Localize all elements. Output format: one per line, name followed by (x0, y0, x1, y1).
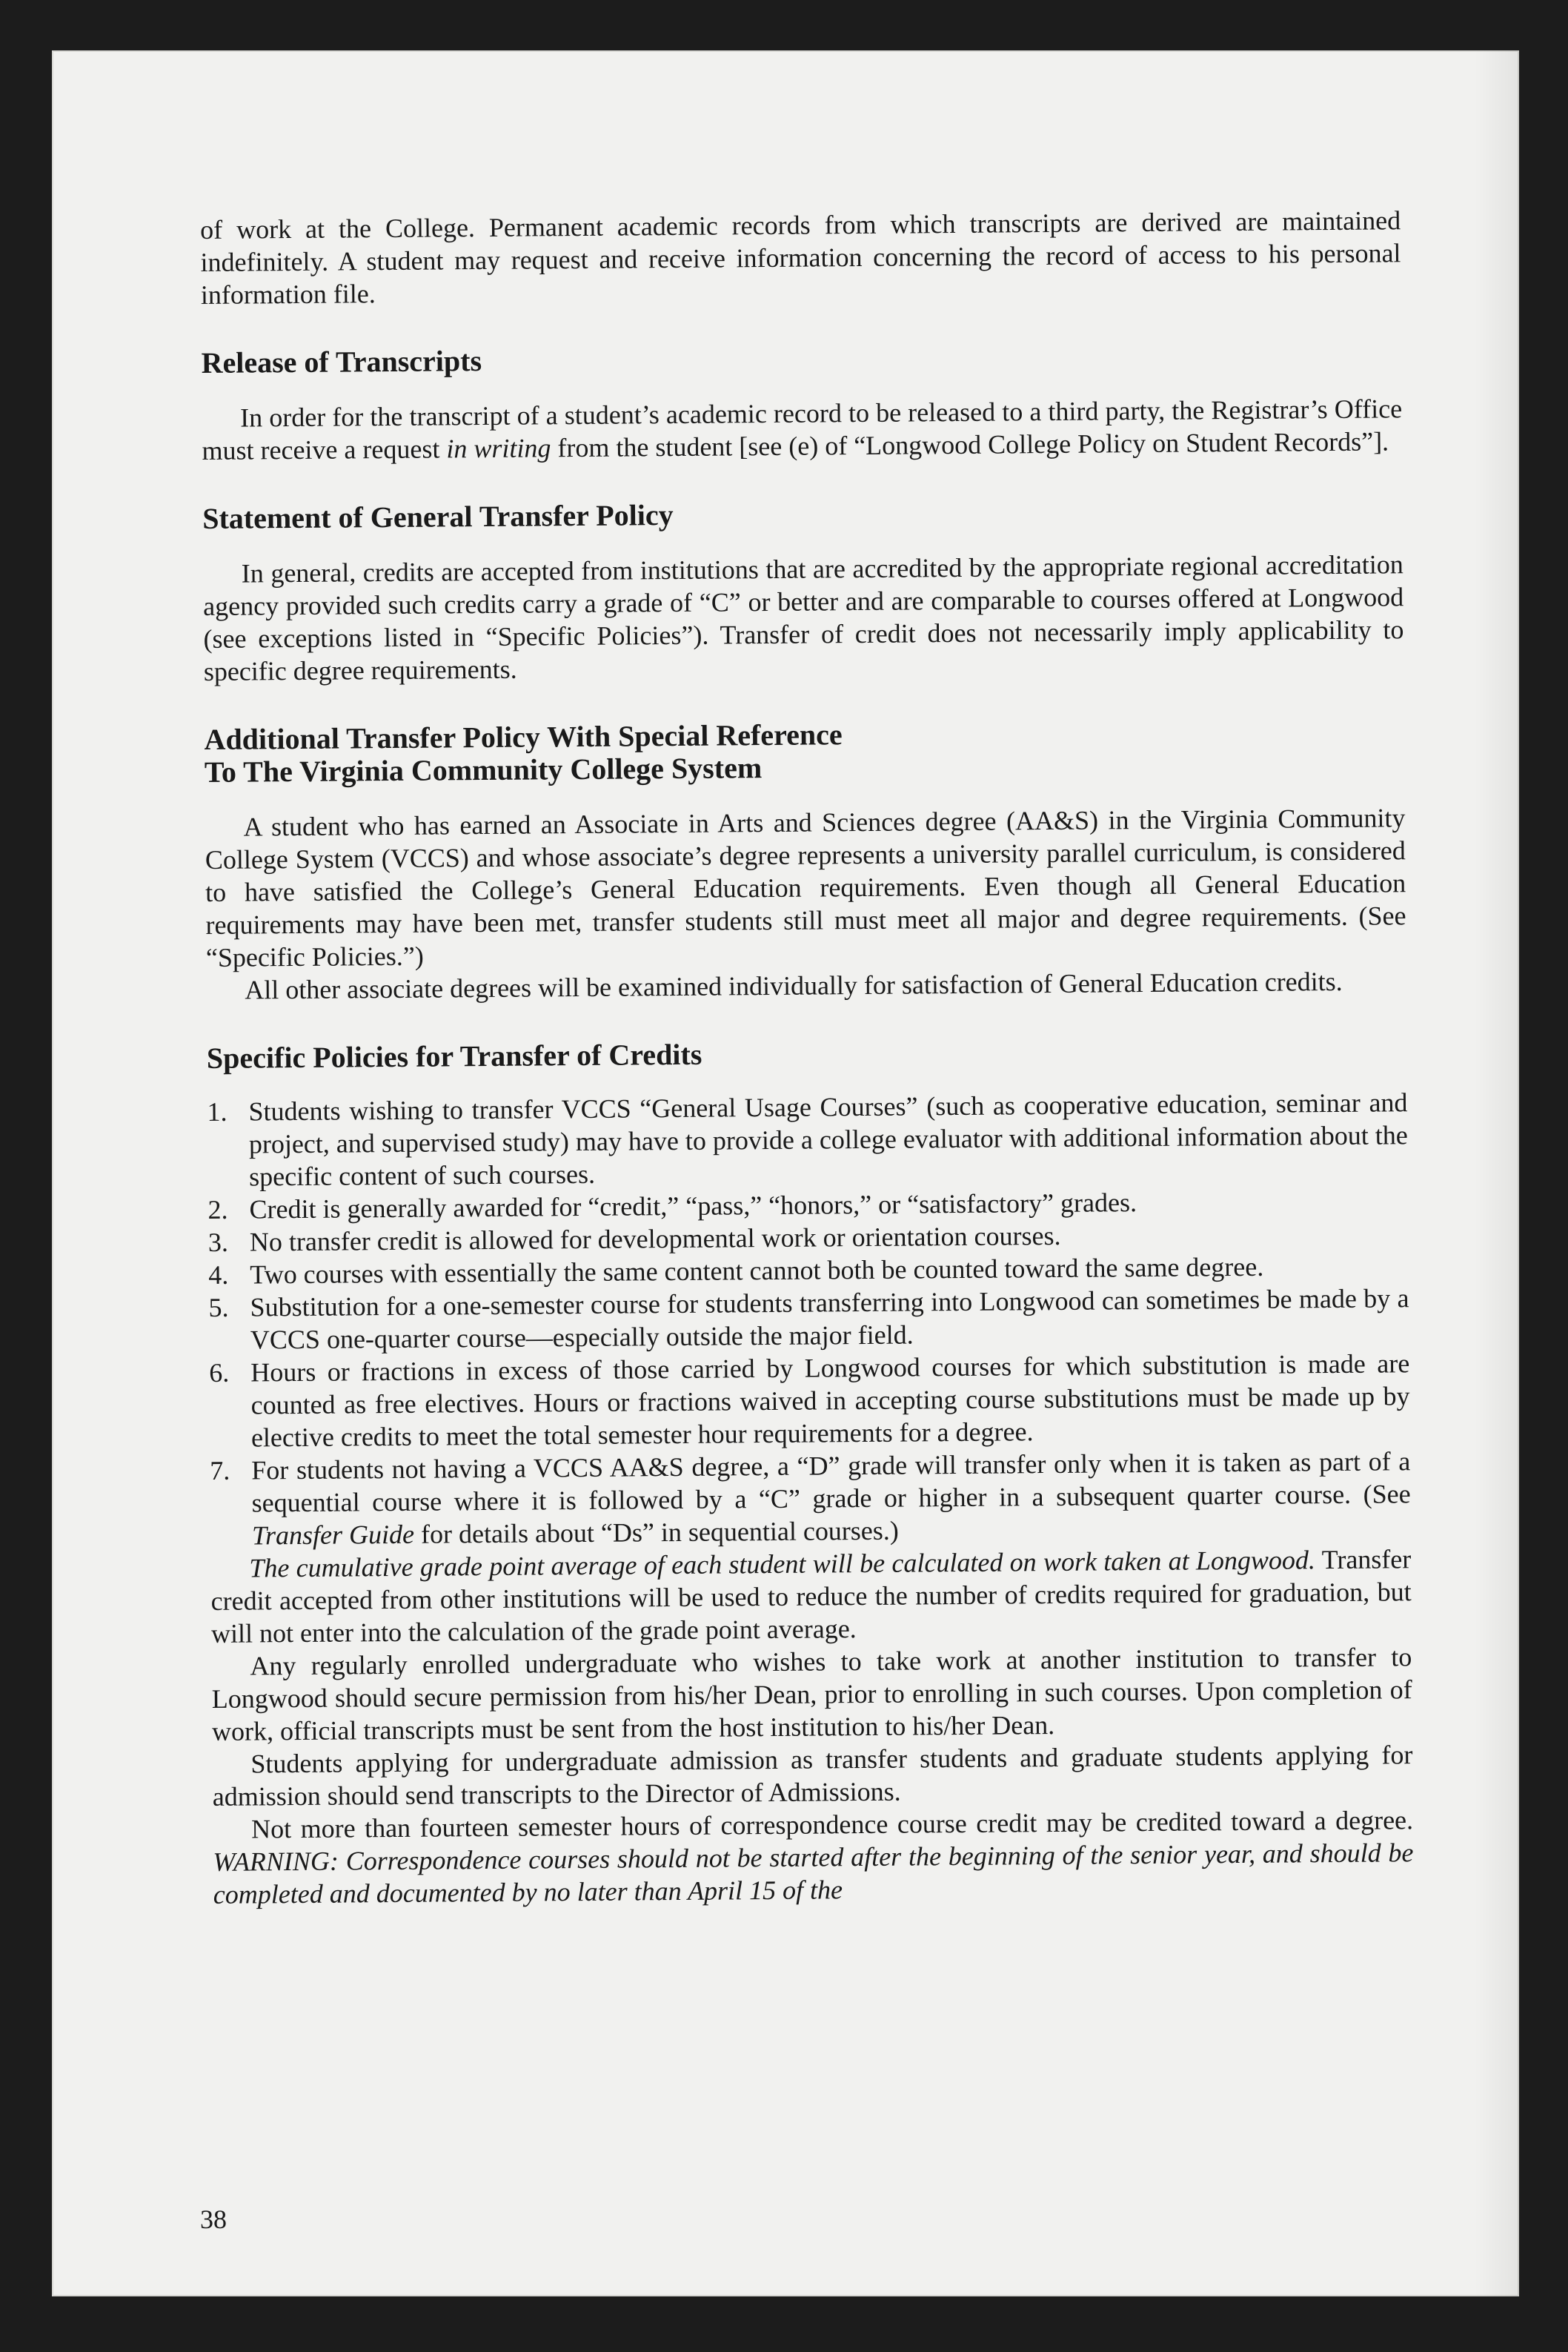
policy-item: 4. Two courses with essentially the same content cannot both be counted toward the same degree. (208, 1251, 1264, 1290)
heading-release-of-transcripts: Release of Transcripts (201, 344, 482, 380)
correspondence-paragraph: Not more than fourteen semester hours of correspondence course credit may be credited toward a degree. WARNING: Correspondence courses should not be started after the beginning of the senior year, and should be completed and documented by no later than April 15 of the (213, 1805, 1414, 1909)
in-writing-emphasis: in writing (446, 433, 551, 464)
document-page (52, 50, 1519, 2296)
heading-specific-policies: Specific Policies for Transfer of Credits (206, 1037, 702, 1075)
page-number: 38 (200, 2204, 227, 2234)
gpa-emphasis: The cumulative grade point average of each student will be calculated on work taken at Longwood. (249, 1545, 1316, 1583)
transfer-guide-title: Transfer Guide (251, 1519, 415, 1551)
page-body (200, 204, 1414, 1911)
policy-item: 3. No transfer credit is allowed for developmental work or orientation courses. (207, 1220, 1061, 1257)
heading-general-transfer-policy: Statement of General Transfer Policy (202, 497, 674, 535)
heading-vccs-transfer-policy: Additional Transfer Policy With Special Reference To The Virginia Community College System (204, 718, 843, 789)
policy-item: 5. Substitution for a one-semester course for students transferring into Longwood can sometimes be made by a VCCS one-quarter course—especially outside the major field. (208, 1283, 1409, 1355)
policy-item: 2. Credit is generally awarded for “credit,” “pass,” “honors,” or “satisfactory” grades. (207, 1187, 1137, 1225)
gpa-paragraph: The cumulative grade point average of each student will be calculated on work taken at Longwood. Transfer credit accepted from other institutions will be used to reduce the number of credits required for graduation, but will not enter into the calculation of the grade point average. (210, 1544, 1412, 1649)
correspondence-warning: WARNING: Correspondence courses should not be started after the beginning of the senior year, and should be completed and documented by no later than April 15 of the (213, 1838, 1414, 1909)
vccs-paragraph-1: A student who has earned an Associate in Arts and Sciences degree (AA&S) in the Virginia Community College System (VCCS) and whose associate’s degree represents a university parallel curriculum, is considered to have satisfied the College’s General Education requirements. Even though all General Education requirements may have been met, transfer students still must meet all major and degree requirements. (See “Specific Policies.”) (205, 803, 1406, 973)
admissions-paragraph: Students applying for undergraduate admission as transfer students and graduate students applying for admission should send transcripts to the Director of Admissions. (212, 1740, 1413, 1812)
intro-paragraph: of work at the College. Permanent academic records from which transcripts are derived are maintained indefinitely. A student may request and receive information concerning the record of access to his personal information file. (200, 205, 1401, 310)
policy-item: 6. Hours or fractions in excess of those carried by Longwood courses for which substitution is made are counted as free electives. Hours or fractions waived in accepting course substitutions must be made up by elective credits to meet the total semester hour requirements for a degree. (209, 1348, 1410, 1453)
page-edge-shadow (1475, 50, 1519, 2296)
release-paragraph: In order for the transcript of a student’s academic record to be released to a third party, the Registrar’s Office must receive a request in writing from the student [see (e) of “Longwood College Policy on Student Records”]. (202, 394, 1403, 466)
policy-item: 1. Students wishing to transfer VCCS “General Usage Courses” (such as cooperative education, seminar and project, and supervised study) may have to provide a college evaluator with additional information about the specific content of such courses. (207, 1087, 1408, 1192)
general-transfer-paragraph: In general, credits are accepted from institutions that are accredited by the appropriate regional accreditation agency provided such credits carry a grade of “C” or better and are comparable to courses offered at Longwood (see exceptions listed in “Specific Policies”). Transfer of credit does not necessarily imply applicability to specific degree requirements. (203, 549, 1404, 686)
policy-item: 7. For students not having a VCCS AA&S degree, a “D” grade will transfer only when it is taken as part of a sequential course where it is followed by a “C” grade or higher in a subsequent quarter course. (See Transfer Guide for details about “Ds” in sequential courses.) (210, 1446, 1411, 1551)
vccs-paragraph-2: All other associate degrees will be examined individually for satisfaction of General Education credits. (245, 966, 1343, 1005)
specific-policies-list (207, 1086, 1411, 1552)
permission-paragraph: Any regularly enrolled undergraduate who wishes to take work at another institution to transfer to Longwood should secure permission from his/her Dean, prior to enrolling in such courses. Upon completion of work, official transcripts must be sent from the host institution to his/her Dean. (211, 1642, 1412, 1746)
